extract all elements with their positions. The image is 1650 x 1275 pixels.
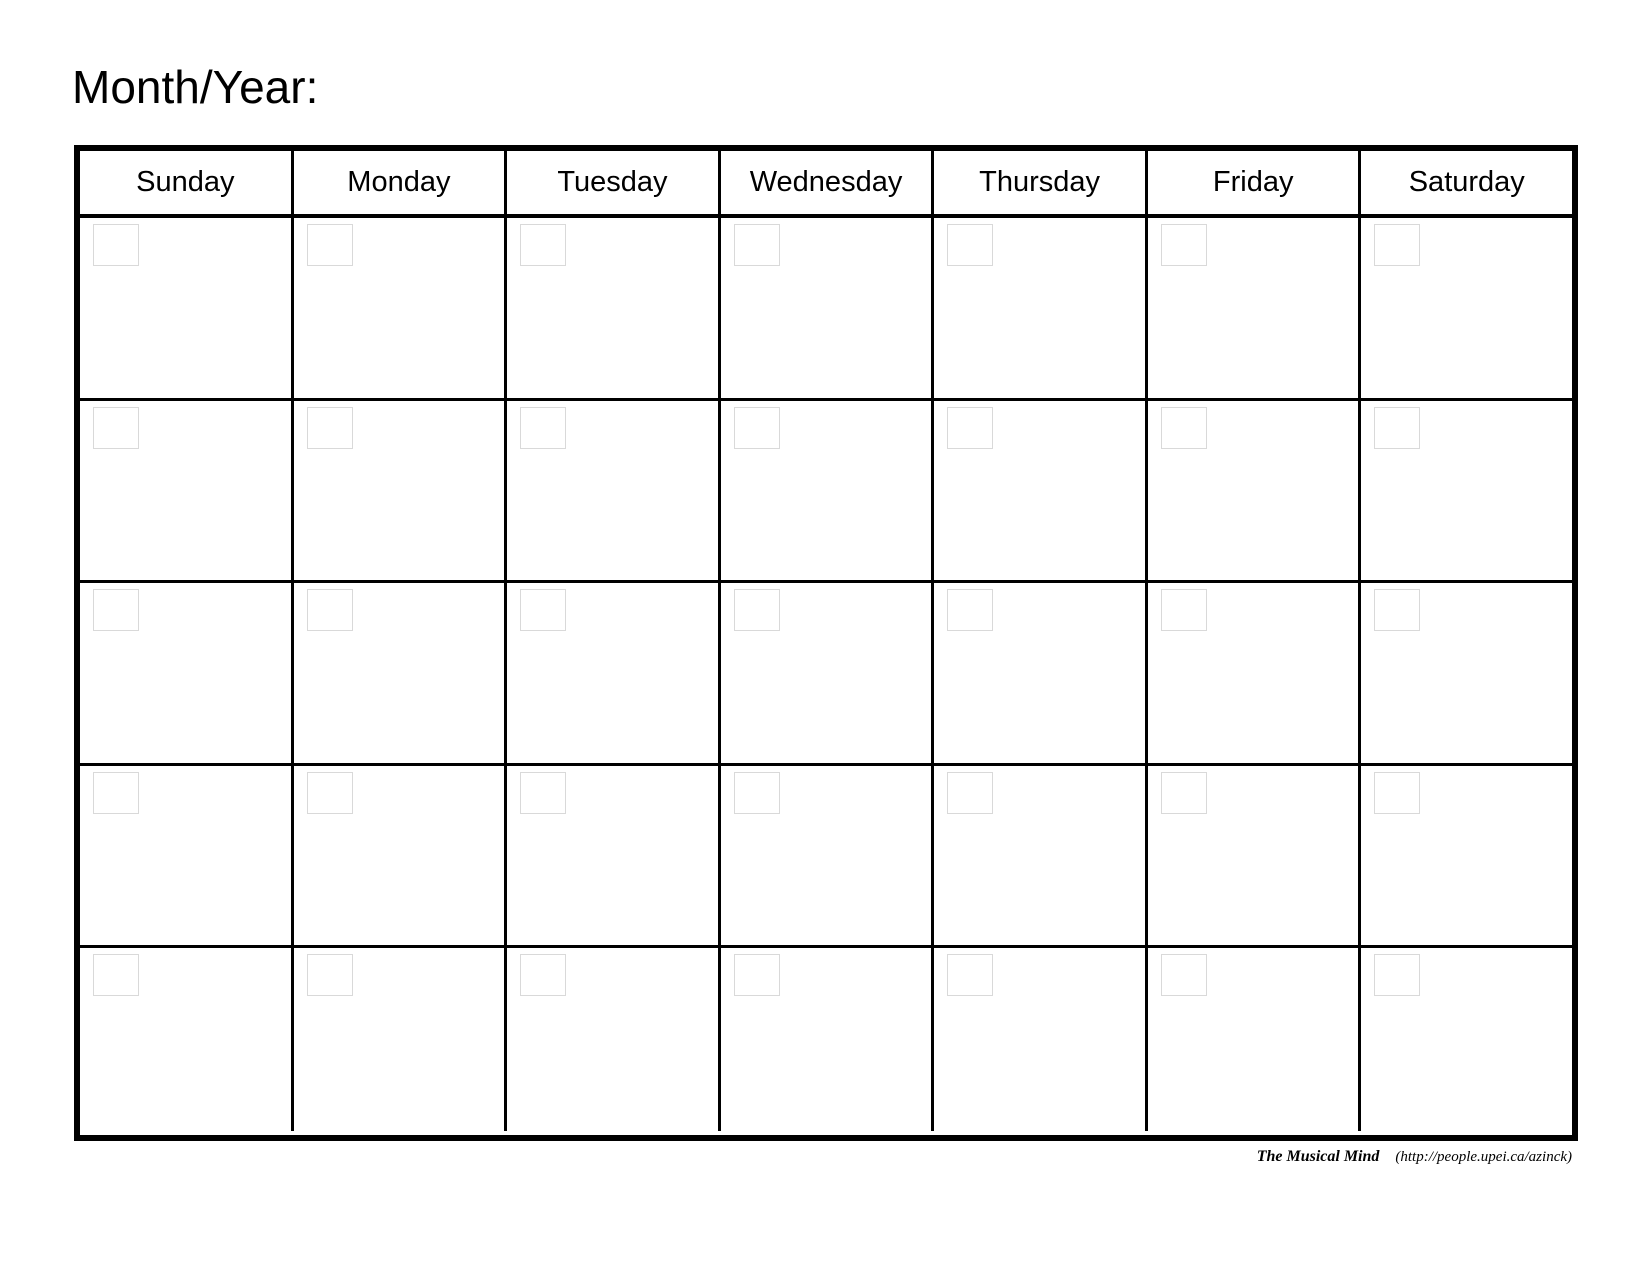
date-number-box[interactable] [734, 954, 780, 996]
day-cell[interactable] [1148, 766, 1362, 946]
day-cell[interactable] [934, 583, 1148, 763]
weekday-label: Sunday [136, 166, 235, 198]
date-number-box[interactable] [520, 954, 566, 996]
day-cell[interactable] [80, 766, 294, 946]
date-number-box[interactable] [307, 407, 353, 449]
day-cell[interactable] [721, 583, 935, 763]
day-cell[interactable] [1148, 948, 1362, 1131]
date-number-box[interactable] [520, 589, 566, 631]
date-number-box[interactable] [947, 954, 993, 996]
date-number-box[interactable] [520, 407, 566, 449]
weekday-label: Tuesday [557, 166, 668, 198]
date-number-box[interactable] [93, 772, 139, 814]
week-row [80, 766, 1572, 949]
date-number-box[interactable] [947, 589, 993, 631]
day-cell[interactable] [507, 401, 721, 581]
day-cell[interactable] [1148, 583, 1362, 763]
weekday-label: Wednesday [749, 166, 903, 198]
date-number-box[interactable] [1374, 224, 1420, 266]
footer-credit-name: The Musical Mind [1256, 1148, 1380, 1165]
date-number-box[interactable] [93, 589, 139, 631]
date-number-box[interactable] [93, 224, 139, 266]
weekday-header-saturday [1361, 151, 1572, 214]
date-number-box[interactable] [1161, 954, 1207, 996]
day-cell[interactable] [80, 218, 294, 398]
day-cell[interactable] [294, 583, 508, 763]
date-number-box[interactable] [520, 772, 566, 814]
weekday-header-tuesday [507, 151, 721, 214]
week-row [80, 401, 1572, 584]
day-cell[interactable] [721, 218, 935, 398]
day-cell[interactable] [507, 583, 721, 763]
day-cell[interactable] [507, 948, 721, 1131]
date-number-box[interactable] [307, 772, 353, 814]
weekday-header-row [80, 151, 1572, 218]
date-number-box[interactable] [307, 589, 353, 631]
date-number-box[interactable] [1161, 407, 1207, 449]
day-cell[interactable] [507, 218, 721, 398]
weekday-label: Friday [1212, 166, 1294, 198]
weekday-header-wednesday [721, 151, 935, 214]
day-cell[interactable] [934, 401, 1148, 581]
date-number-box[interactable] [947, 224, 993, 266]
day-cell[interactable] [80, 583, 294, 763]
date-number-box[interactable] [1374, 407, 1420, 449]
day-cell[interactable] [1361, 583, 1572, 763]
footer-credit [1257, 1148, 1572, 1166]
day-cell[interactable] [1148, 218, 1362, 398]
date-number-box[interactable] [93, 954, 139, 996]
date-number-box[interactable] [734, 589, 780, 631]
date-number-box[interactable] [734, 772, 780, 814]
week-row [80, 948, 1572, 1131]
day-cell[interactable] [721, 401, 935, 581]
weekday-label: Monday [347, 166, 451, 198]
page-title: Month/Year: [72, 61, 319, 113]
day-cell[interactable] [721, 948, 935, 1131]
day-cell[interactable] [1148, 401, 1362, 581]
date-number-box[interactable] [93, 407, 139, 449]
date-number-box[interactable] [307, 224, 353, 266]
day-cell[interactable] [934, 218, 1148, 398]
date-number-box[interactable] [1161, 224, 1207, 266]
date-number-box[interactable] [1374, 954, 1420, 996]
day-cell[interactable] [80, 401, 294, 581]
date-number-box[interactable] [1161, 589, 1207, 631]
week-row [80, 583, 1572, 766]
weekday-label: Thursday [979, 166, 1101, 198]
weekday-header-thursday [934, 151, 1148, 214]
day-cell[interactable] [1361, 766, 1572, 946]
weekday-header-sunday [80, 151, 294, 214]
day-cell[interactable] [934, 766, 1148, 946]
date-number-box[interactable] [947, 407, 993, 449]
weekday-header-friday [1148, 151, 1362, 214]
date-number-box[interactable] [1161, 772, 1207, 814]
day-cell[interactable] [1361, 218, 1572, 398]
day-cell[interactable] [1361, 948, 1572, 1131]
day-cell[interactable] [721, 766, 935, 946]
date-number-box[interactable] [307, 954, 353, 996]
calendar-grid [74, 145, 1578, 1141]
footer-credit-url: (http://people.upei.ca/azinck) [1395, 1149, 1572, 1165]
day-cell[interactable] [294, 218, 508, 398]
day-cell[interactable] [294, 766, 508, 946]
day-cell[interactable] [294, 401, 508, 581]
date-number-box[interactable] [734, 224, 780, 266]
day-cell[interactable] [1361, 401, 1572, 581]
day-cell[interactable] [507, 766, 721, 946]
date-number-box[interactable] [520, 224, 566, 266]
date-number-box[interactable] [1374, 772, 1420, 814]
date-number-box[interactable] [947, 772, 993, 814]
day-cell[interactable] [934, 948, 1148, 1131]
date-number-box[interactable] [734, 407, 780, 449]
week-row [80, 218, 1572, 401]
weekday-header-monday [294, 151, 508, 214]
day-cell[interactable] [80, 948, 294, 1131]
date-number-box[interactable] [1374, 589, 1420, 631]
weekday-label: Saturday [1408, 166, 1525, 198]
day-cell[interactable] [294, 948, 508, 1131]
